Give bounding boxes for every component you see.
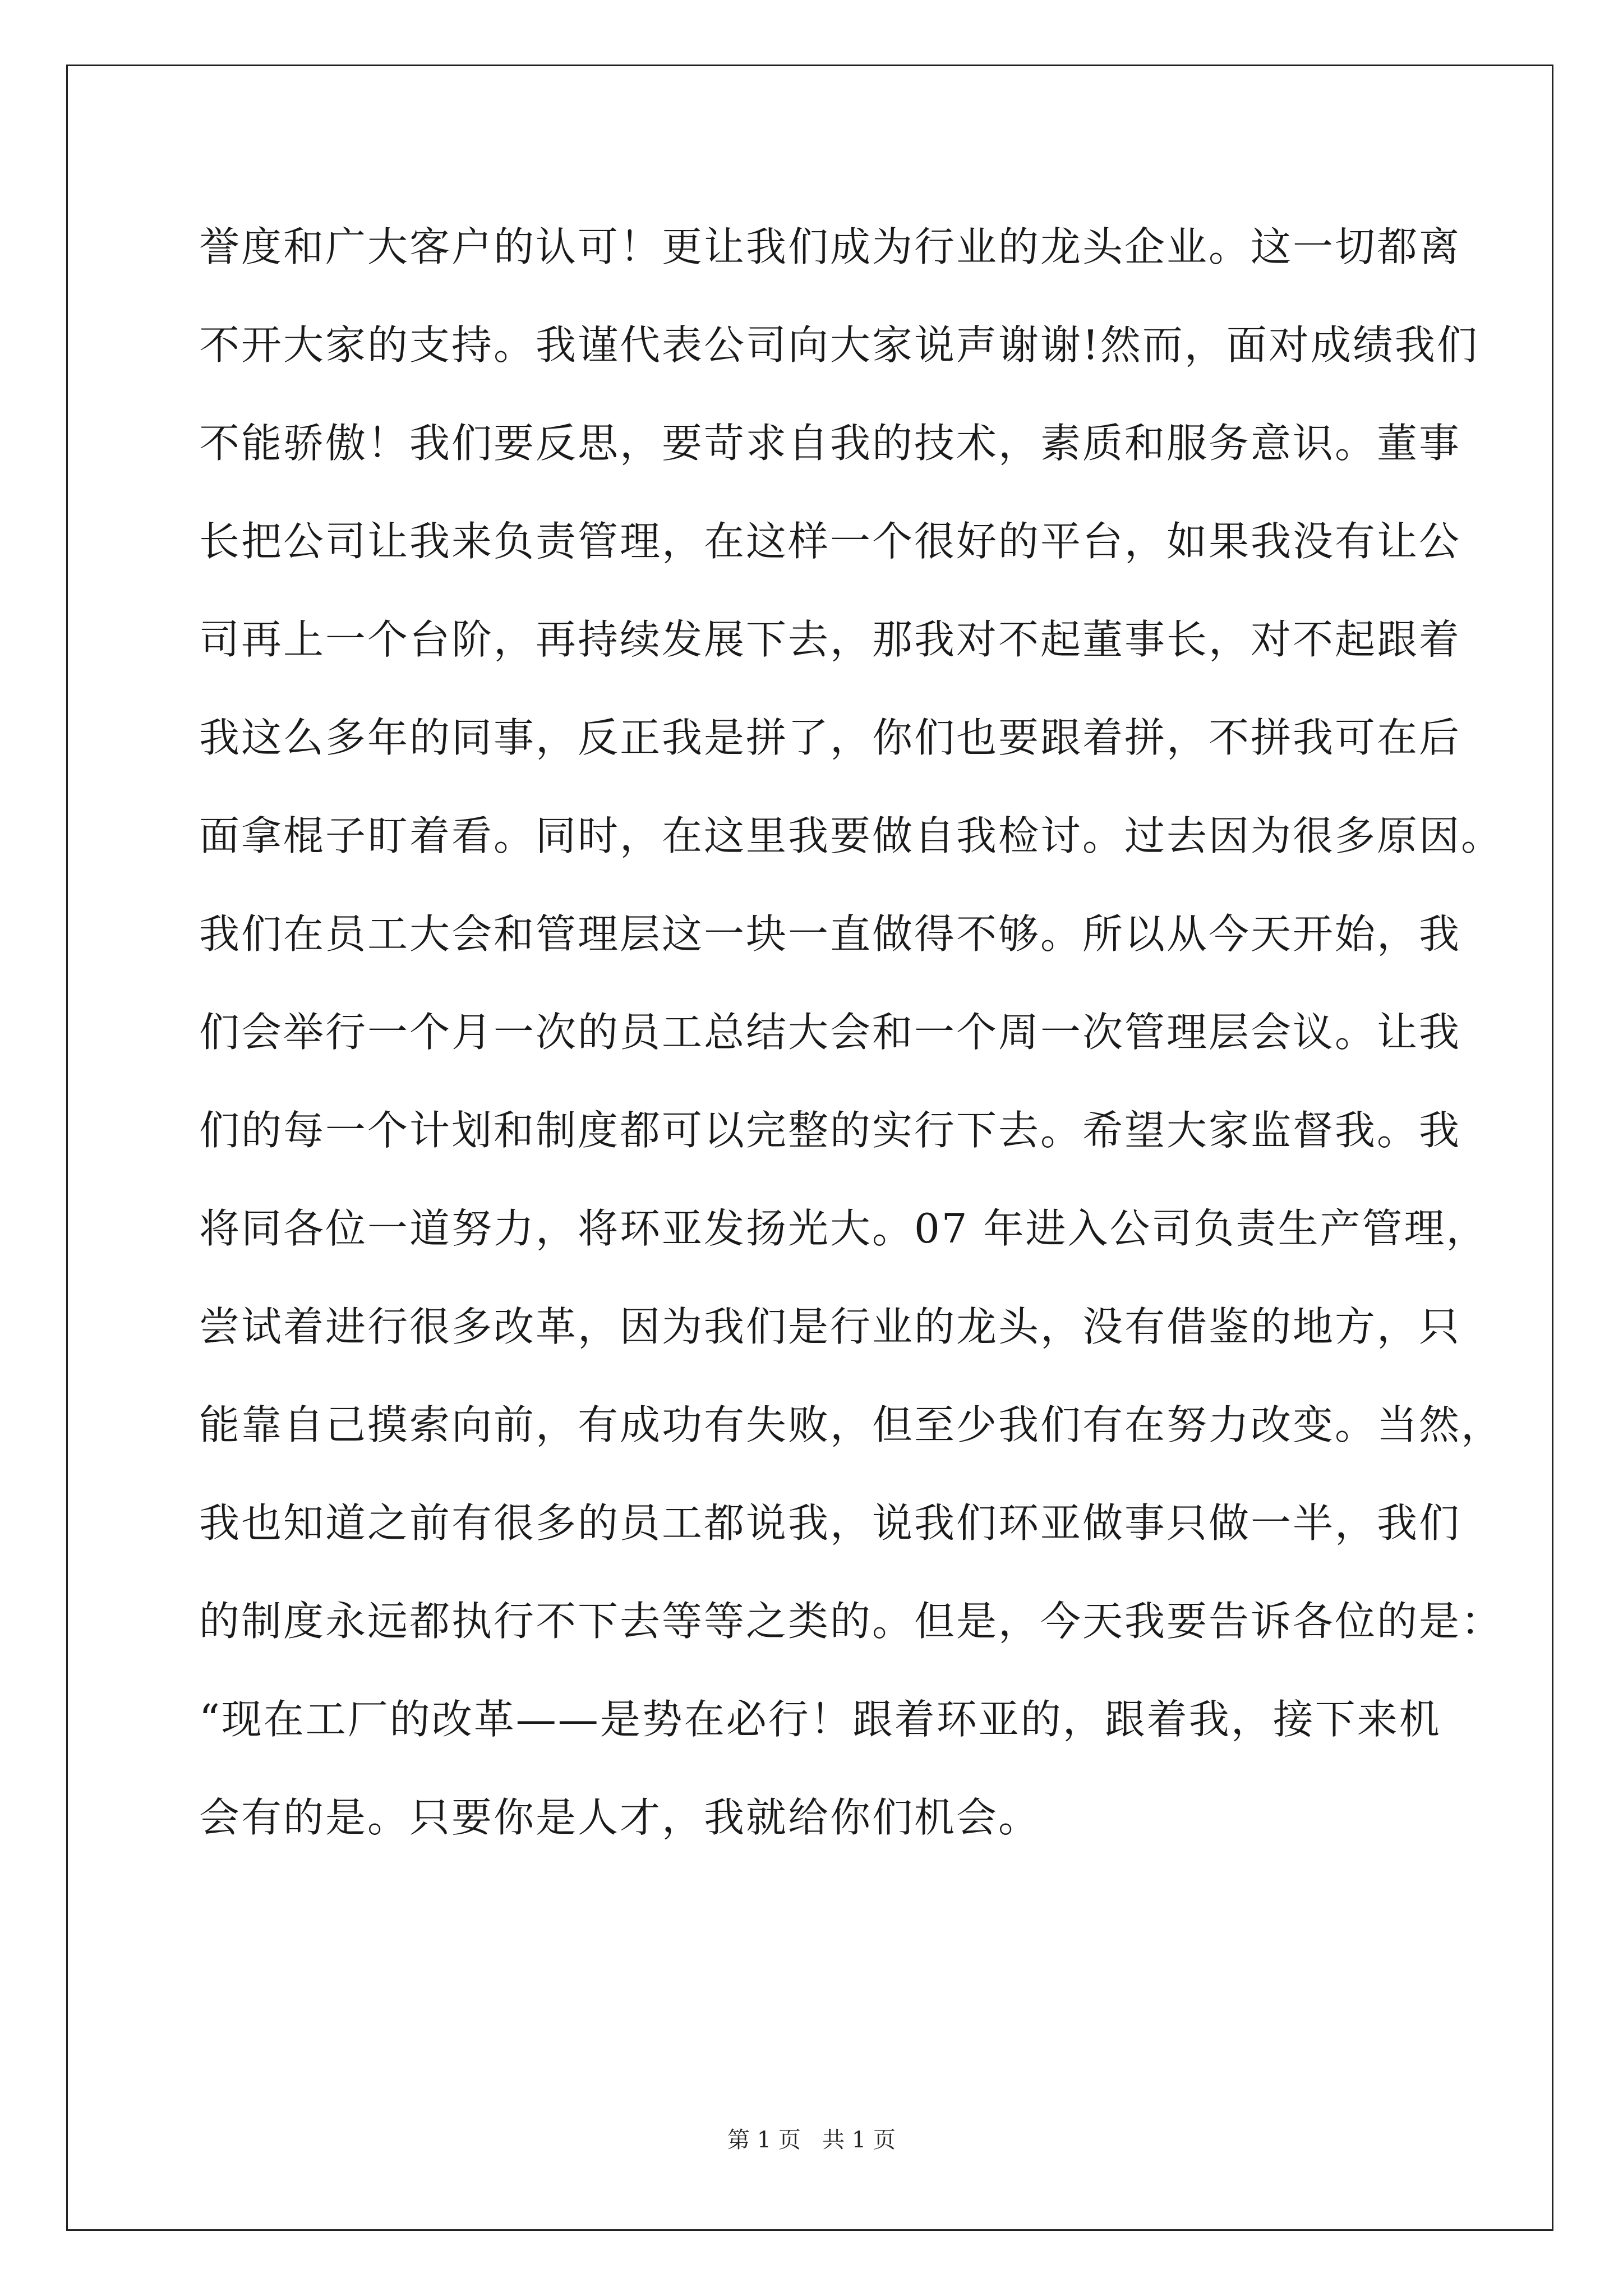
text-line-4: 长把公司让我来负责管理，在这样一个很好的平台，如果我没有让公 [199, 518, 1461, 565]
text-line-5: 司再上一个台阶，再持续发展下去，那我对不起董事长，对不起跟着 [199, 616, 1461, 663]
text-line-7: 面拿棍子盯着看。同时，在这里我要做自我检讨。过去因为很多原因。 [199, 812, 1504, 859]
text-line-14: 我也知道之前有很多的员工都说我，说我们环亚做事只做一半，我们 [199, 1499, 1461, 1547]
document-body [199, 216, 1504, 1885]
text-line-13: 能靠自己摸索向前，有成功有失败，但至少我们有在努力改变。当然， [199, 1401, 1504, 1448]
text-line-6: 我这么多年的同事，反正我是拼了，你们也要跟着拼，不拼我可在后 [199, 714, 1461, 761]
text-line-12: 尝试着进行很多改革，因为我们是行业的龙头，没有借鉴的地方，只 [199, 1303, 1461, 1350]
text-line-10: 们的每一个计划和制度都可以完整的实行下去。希望大家监督我。我 [199, 1107, 1461, 1154]
text-line-2: 不开大家的支持。我谨代表公司向大家说声谢谢!然而，面对成绩我们 [199, 321, 1479, 369]
text-line-17: 会有的是。只要你是人才，我就给你们机会。 [199, 1794, 1041, 1841]
text-line-9: 们会举行一个月一次的员工总结大会和一个周一次管理层会议。让我 [199, 1009, 1461, 1056]
text-line-3: 不能骄傲！我们要反思，要苛求自我的技术，素质和服务意识。董事 [199, 420, 1461, 467]
page-number: 第 1 页 共 1 页 [727, 2127, 896, 2153]
text-line-16: “现在工厂的改革——是势在必行！跟着环亚的，跟着我，接下来机 [199, 1696, 1441, 1743]
text-line-1: 誉度和广大客户的认可！更让我们成为行业的龙头企业。这一切都离 [199, 223, 1461, 270]
text-line-11: 将同各位一道努力，将环亚发扬光大。07 年进入公司负责生产管理， [199, 1205, 1488, 1252]
text-line-8: 我们在员工大会和管理层这一块一直做得不够。所以从今天开始，我 [199, 910, 1461, 958]
text-line-15: 的制度永远都执行不下去等等之类的。但是，今天我要告诉各位的是： [199, 1598, 1504, 1645]
